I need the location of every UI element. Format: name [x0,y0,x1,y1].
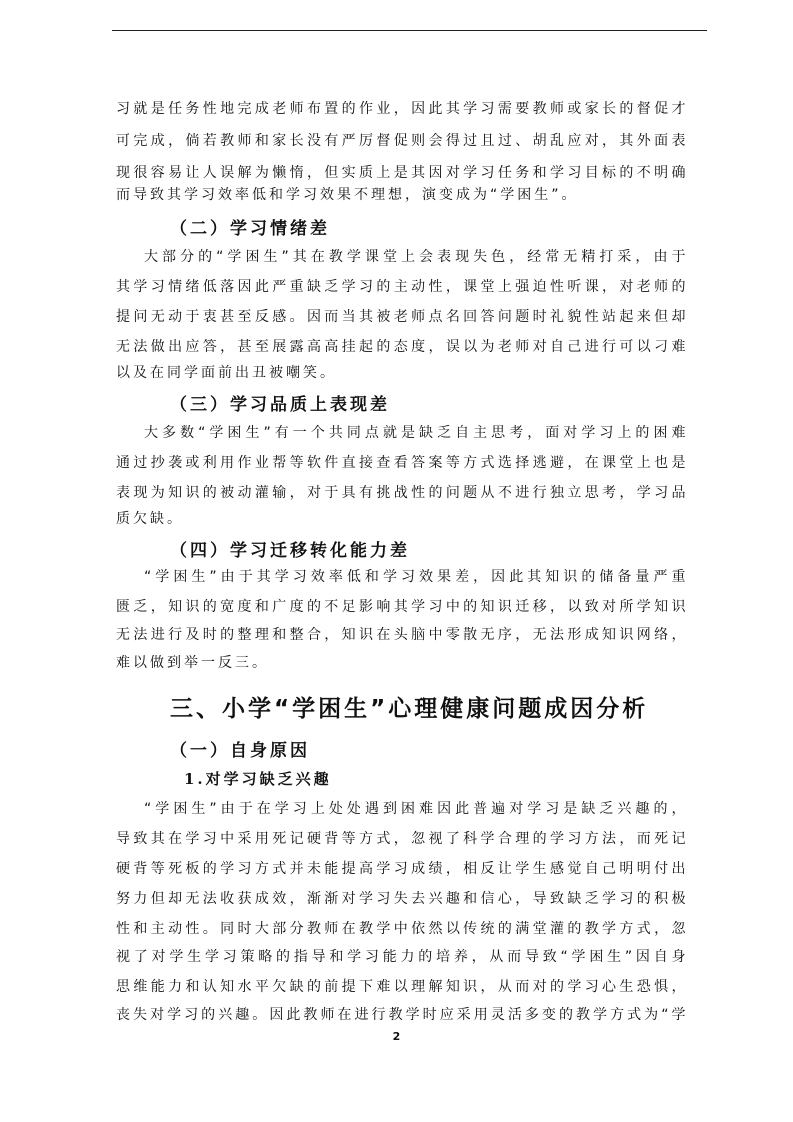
subsection-heading: （一）自身原因 [170,741,310,761]
paragraph-line: 其学习情绪低落因此严重缺乏学习的主动性，课堂上强迫性听课，对老师的 [116,279,686,295]
section-heading: 三、小学“学困生”心理健康问题成因分析 [170,696,649,722]
paragraph-line: 无法进行及时的整理和整合，知识在头脑中零散无序，无法形成知识网络， [116,627,686,643]
paragraph-line: 努力但却无法收获成效，渐渐对学习失去兴趣和信心，导致缺乏学习的积极 [116,891,686,907]
paragraph-line: 习就是任务性地完成老师布置的作业，因此其学习需要教师或家长的督促才 [116,101,686,117]
subheading-learning-transfer: （四）学习迁移转化能力差 [170,541,410,561]
paragraph-line: 匮乏，知识的宽度和广度的不足影响其学习中的知识迁移，以致对所学知识 [116,599,686,615]
paragraph-line: 难以做到举一反三。 [116,655,269,671]
paragraph-line: 硬背等死板的学习方式并未能提高学习成绩，相反让学生感觉自己明明付出 [116,861,686,877]
paragraph-line: 视了对学生学习策略的指导和学习能力的培养，从而导致“学困生”因自身 [116,949,686,965]
paragraph-line: 表现为知识的被动灌输，对于具有挑战性的问题从不进行独立思考，学习品 [116,485,686,501]
paragraph-line: 丧失对学习的兴趣。因此教师在进行教学时应采用灵活多变的教学方式为“学 [116,1007,686,1023]
paragraph-line: 提问无动于衷甚至反感。因而当其被老师点名回答问题时礼貌性站起来但却 [116,309,686,325]
paragraph-line: 以及在同学面前出丑被嘲笑。 [116,365,337,381]
paragraph-line: 通过抄袭或利用作业帮等软件直接查看答案等方式选择逃避，在课堂上也是 [116,455,686,471]
paragraph-line: 无法做出应答，甚至展露高高挂起的态度，误以为老师对自己进行可以刁难 [116,339,686,355]
paragraph-line: 思维能力和认知水平欠缺的前提下难以理解知识，从而对的学习心生恐惧， [116,979,686,995]
header-rule [112,30,707,31]
page-number: 2 [392,1030,401,1043]
paragraph-line: 大多数“学困生”有一个共同点就是缺乏自主思考，面对学习上的困难 [144,425,686,441]
paragraph-line: 质欠缺。 [116,511,184,527]
paragraph-line: 可完成，倘若教师和家长没有严厉督促则会得过且过、胡乱应对，其外面表 [116,133,686,149]
paragraph-line: 而导致其学习效率低和学习效果不理想，演变成为“学困生”。 [116,187,579,203]
paragraph-line: “学困生”由于其学习效率低和学习效果差，因此其知识的储备量严重 [144,569,686,585]
paragraph-line: 导致其在学习中采用死记硬背等方式，忽视了科学合理的学习方法，而死记 [116,831,686,847]
subheading-learning-emotion: （二）学习情绪差 [170,219,330,239]
paragraph-line: “学困生”由于在学习上处处遇到困难因此普遍对学习是缺乏兴趣的， [144,801,686,817]
item-heading: 1.对学习缺乏兴趣 [184,770,332,788]
paragraph-line: 性和主动性。同时大部分教师在教学中依然以传统的满堂灌的教学方式，忽 [116,921,686,937]
subheading-learning-quality: （三）学习品质上表现差 [170,395,390,415]
paragraph-line: 现很容易让人误解为懒惰，但实质上是其因对学习任务和学习目标的不明确 [116,165,686,181]
paragraph-line: 大部分的“学困生”其在教学课堂上会表现失色，经常无精打采，由于 [144,249,686,265]
